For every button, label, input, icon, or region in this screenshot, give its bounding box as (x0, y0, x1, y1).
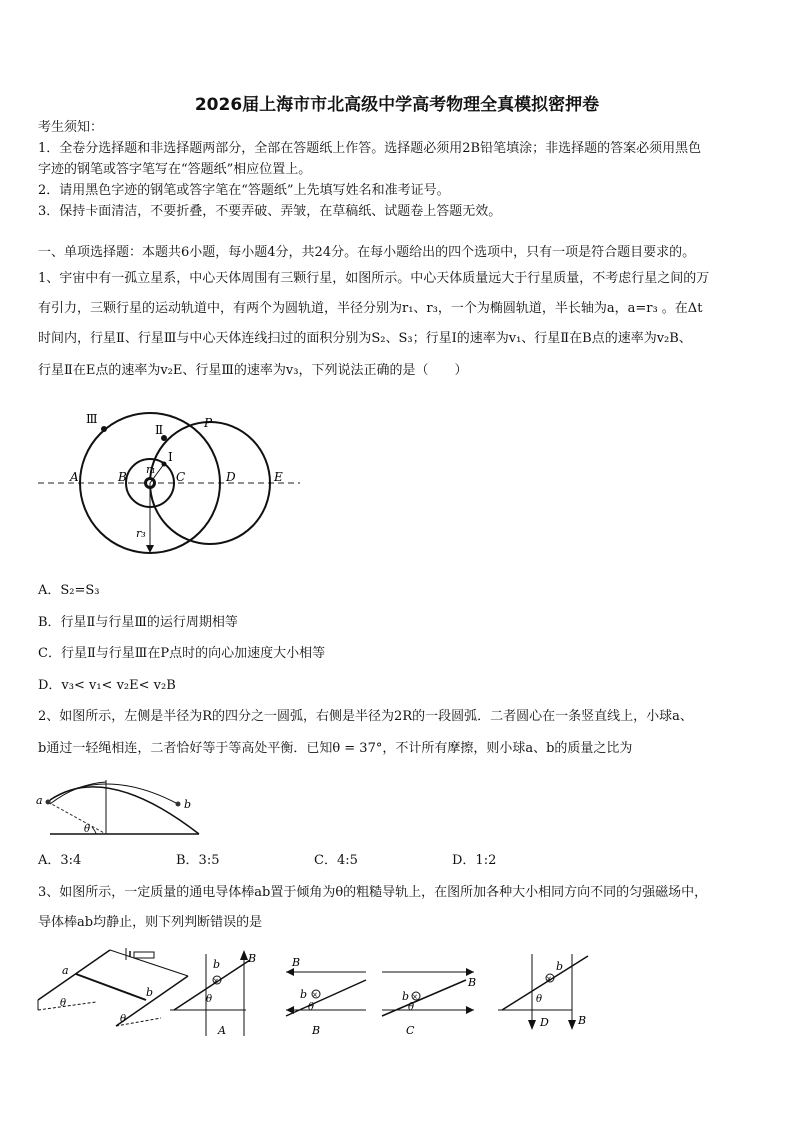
notice-item: 3．保持卡面清洁，不要折叠，不要弄破、弄皱，在草稿纸、试题卷上答题无效。 (38, 204, 502, 219)
label-P: P (204, 416, 213, 430)
label-theta: θ (206, 994, 213, 1005)
label-E: E (274, 470, 283, 484)
q3-option-c-figure (382, 968, 476, 1037)
q2-option-b: B．3:5 (176, 853, 220, 868)
q3-rails-figure (38, 948, 188, 1026)
label-A: A (218, 1024, 226, 1037)
q2-text: 2、如图所示，左侧是半径为R的四分之一圆弧，右侧是半径为2R的一段圆弧．二者圆心在一条竖直线上，小球a、 (38, 709, 693, 724)
q1-text: 行星Ⅱ在E点的速率为v₂E、行星Ⅲ的速率为v₃，下列说法正确的是（ ） (38, 363, 468, 378)
label-b: b (556, 960, 564, 973)
label-D: D (540, 1016, 549, 1029)
label-b: b (184, 798, 192, 811)
q1-option-d: D．v₃< v₁< v₂E< v₂B (38, 678, 176, 693)
label-a: a (36, 794, 43, 807)
label-b: b (300, 988, 308, 1001)
label-theta: θ (536, 994, 543, 1005)
label-b: b (213, 958, 221, 971)
label-theta: θ (308, 1002, 315, 1013)
label-theta: θ (120, 1014, 127, 1025)
notice-item: 1．全卷分选择题和非选择题两部分，全部在答题纸上作答。选择题必须用2B铅笔填涂；非选择题的答案必须用黑色 (38, 141, 702, 156)
label-theta: θ (408, 1002, 415, 1013)
q1-option-a: A．S₂=S₃ (38, 583, 100, 598)
svg-text:×: × (312, 991, 318, 999)
q1-orbit-figure (38, 395, 308, 565)
label-r3: r₃ (136, 527, 146, 540)
q1-option-b: B．行星Ⅱ与行星Ⅲ的运行周期相等 (38, 615, 238, 630)
notice-item: 2．请用黑色字迹的钢笔或答字笔在“答题纸”上先填写姓名和准考证号。 (38, 183, 450, 198)
q3-option-b-figure (286, 956, 366, 1037)
label-B: B (468, 976, 477, 989)
label-D: D (226, 470, 236, 484)
svg-text:×: × (412, 993, 418, 1001)
label-C: C (406, 1024, 415, 1037)
page-title: 2026届上海市市北高级中学高考物理全真模拟密押卷 (194, 95, 600, 115)
notice-item: 字迹的钢笔或答字笔写在“答题纸”相应位置上。 (38, 162, 312, 177)
notice-heading: 考生须知： (38, 120, 104, 135)
q1-text: 1、宇宙中有一孤立星系，中心天体周围有三颗行星，如图所示。中心天体质量远大于行星质量，不考虑行星之间的万 (38, 271, 710, 286)
q2-arc-figure (36, 770, 206, 840)
label-b: b (402, 990, 410, 1003)
label-r1: r₁ (146, 463, 156, 476)
q1-option-c: C．行星Ⅱ与行星Ⅲ在P点时的向心加速度大小相等 (38, 646, 326, 661)
label-theta: θ (84, 824, 91, 835)
svg-text:×: × (546, 975, 552, 983)
q3-figure (36, 940, 596, 1040)
q3-text: 3、如图所示，一定质量的通电导体棒ab置于倾角为θ的粗糙导轨上，在图所加各种大小相同方向不同的匀强磁场中， (38, 885, 708, 900)
q3-text: 导体棒ab均静止，则下列判断错误的是 (38, 915, 263, 930)
q2-option-a: A．3:4 (38, 853, 82, 868)
label-b: b (146, 986, 154, 999)
label-orbit-I: Ⅰ (168, 450, 173, 464)
label-orbit-II: Ⅱ (155, 423, 164, 437)
q3-option-a-figure (170, 950, 256, 1037)
label-B: B (312, 1024, 321, 1037)
q2-option-d: D．1:2 (452, 853, 497, 868)
q3-option-d-figure (498, 954, 588, 1030)
q2-option-c: C．4:5 (314, 853, 358, 868)
label-B: B (578, 1014, 587, 1027)
q1-text: 时间内，行星Ⅱ、行星Ⅲ与中心天体连线扫过的面积分别为S₂、S₃；行星Ⅰ的速率为v₁、行星Ⅱ在B点的速率为v₂B、 (38, 331, 692, 346)
label-theta: θ (60, 998, 67, 1009)
label-B: B (118, 470, 127, 484)
section-heading: 一、单项选择题：本题共6小题，每小题4分，共24分。在每小题给出的四个选项中，只有一项是符合题目要求的。 (38, 245, 696, 260)
label-orbit-III: Ⅲ (86, 412, 98, 426)
label-a: a (62, 964, 69, 977)
q2-text: b通过一轻绳相连，二者恰好等于等高处平衡．已知θ = 37°，不计所有摩擦，则小球a、b的质量之比为 (38, 741, 633, 756)
label-B: B (292, 956, 301, 969)
label-A: A (70, 470, 79, 484)
label-C: C (176, 470, 186, 484)
q1-text: 有引力，三颗行星的运动轨道中，有两个为圆轨道，半径分别为r₁、r₃，一个为椭圆轨道，半长轴为a，a=r₃ 。在Δt (38, 301, 703, 316)
svg-text:×: × (213, 977, 219, 985)
label-B: B (248, 952, 257, 965)
